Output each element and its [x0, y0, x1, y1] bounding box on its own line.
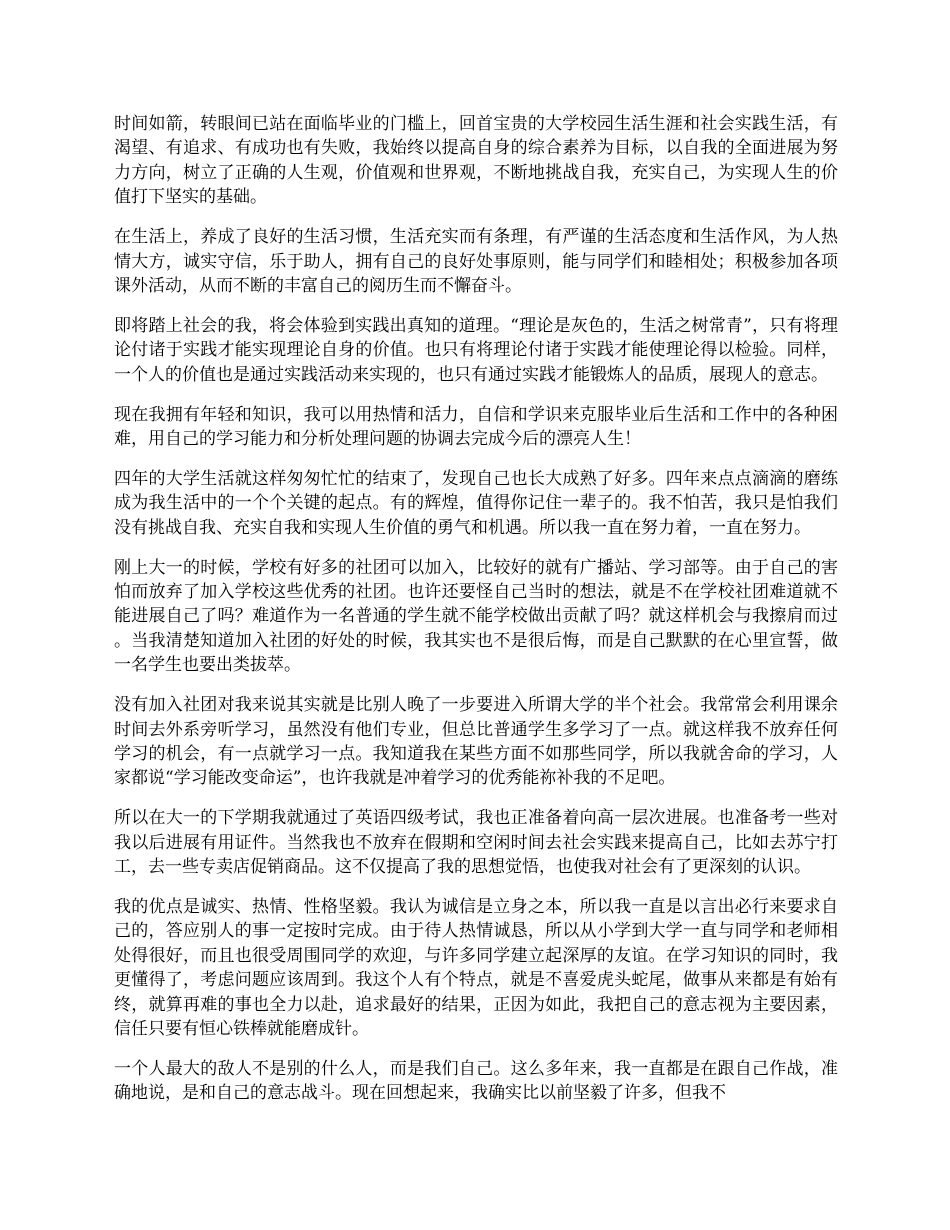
- paragraph: 即将踏上社会的我，将会体验到实践出真知的道理。“理论是灰色的，生活之树常青”，只有将理论付诸于实践才能实现理论自身的价值。也只有将理论付诸于实践才能使理论得以检验。同样，一个人的价值也是通过实践活动来实现的，也只有通过实践才能锻炼人的品质，展现人的意志。: [114, 315, 838, 385]
- paragraph: 我的优点是诚实、热情、性格坚毅。我认为诚信是立身之本，所以我一直是以言出必行来要求自己的，答应别人的事一定按时完成。由于待人热情诚恳，所以从小学到大学一直与同学和老师相处得很好，而且也很受周围同学的欢迎，与许多同学建立起深厚的友谊。在学习知识的同时，我更懂得了，考虑问题应该周到。我这个人有个特点，就是不喜爱虎头蛇尾，做事从来都是有始有终，就算再难的事也全力以赴，追求最好的结果，正因为如此，我把自己的意志视为主要因素，信任只要有恒心铁棒就能磨成针。: [114, 896, 838, 1039]
- paragraph: 没有加入社团对我来说其实就是比别人晚了一步要进入所谓大学的半个社会。我常常会利用课余时间去外系旁听学习，虽然没有他们专业，但总比普通学生多学习了一点。就这样我不放弃任何学习的机会，有一点就学习一点。我知道我在某些方面不如那些同学，所以我就舍命的学习，人家都说“学习能改变命运”，也许我就是冲着学习的优秀能祢补我的不足吧。: [114, 695, 838, 789]
- paragraph: 现在我拥有年轻和知识，我可以用热情和活力，自信和学识来克服毕业后生活和工作中的各种困难，用自己的学习能力和分析处理问题的协调去完成今后的漂亮人生！: [114, 404, 838, 449]
- paragraph: 在生活上，养成了良好的生活习惯，生活充实而有条理，有严谨的生活态度和生活作风，为人热情大方，诚实守信，乐于助人，拥有自己的良好处事原则，能与同学们和睦相处；积极参加各项课外活动，从而不断的丰富自己的阅历生而不懈奋斗。: [114, 227, 838, 296]
- paragraph: 一个人最大的敌人不是别的什么人，而是我们自己。这么多年来，我一直都是在跟自己作战，准确地说，是和自己的意志战斗。现在回想起来，我确实比以前坚毅了许多，但我不: [114, 1058, 838, 1104]
- paragraph: 四年的大学生活就这样匆匆忙忙的结束了，发现自己也长大成熟了好多。四年来点点滴滴的磨练成为我生活中的一个个关键的起点。有的辉煌，值得你记住一辈子的。我不怕苦，我只是怕我们没有挑战自我、充实自我和实现人生价值的勇气和机遇。所以我一直在努力着，一直在努力。: [114, 468, 838, 538]
- document-body: [114, 112, 838, 1121]
- paragraph: 所以在大一的下学期我就通过了英语四级考试，我也正准备着向高一层次进展。也准备考一些对我以后进展有用证件。当然我也不放弃在假期和空闲时间去社会实践来提高自己，比如去苏宁打工，去一些专卖店促销商品。这不仅提高了我的思想觉悟，也使我对社会有了更深刻的认识。: [114, 808, 838, 878]
- paragraph: 时间如箭，转眼间已站在面临毕业的门槛上，回首宝贵的大学校园生活生涯和社会实践生活，有渴望、有追求、有成功也有失败，我始终以提高自身的综合素养为目标，以自我的全面进展为努力方向，树立了正确的人生观，价值观和世界观，不断地挑战自我，充实自己，为实现人生的价值打下坚实的基础。: [114, 114, 838, 208]
- paragraph: 刚上大一的时候，学校有好多的社团可以加入，比较好的就有广播站、学习部等。由于自己的害怕而放弃了加入学校这些优秀的社团。也许还要怪自己当时的想法，就是不在学校社团难道就不能进展自己了吗？难道作为一名普通的学生就不能学校做出贡献了吗？就这样机会与我擦肩而过。当我清楚知道加入社团的好处的时候，我其实也不是很后悔，而是自己默默的在心里宣誓，做一名学生也要出类拔萃。: [114, 557, 838, 676]
